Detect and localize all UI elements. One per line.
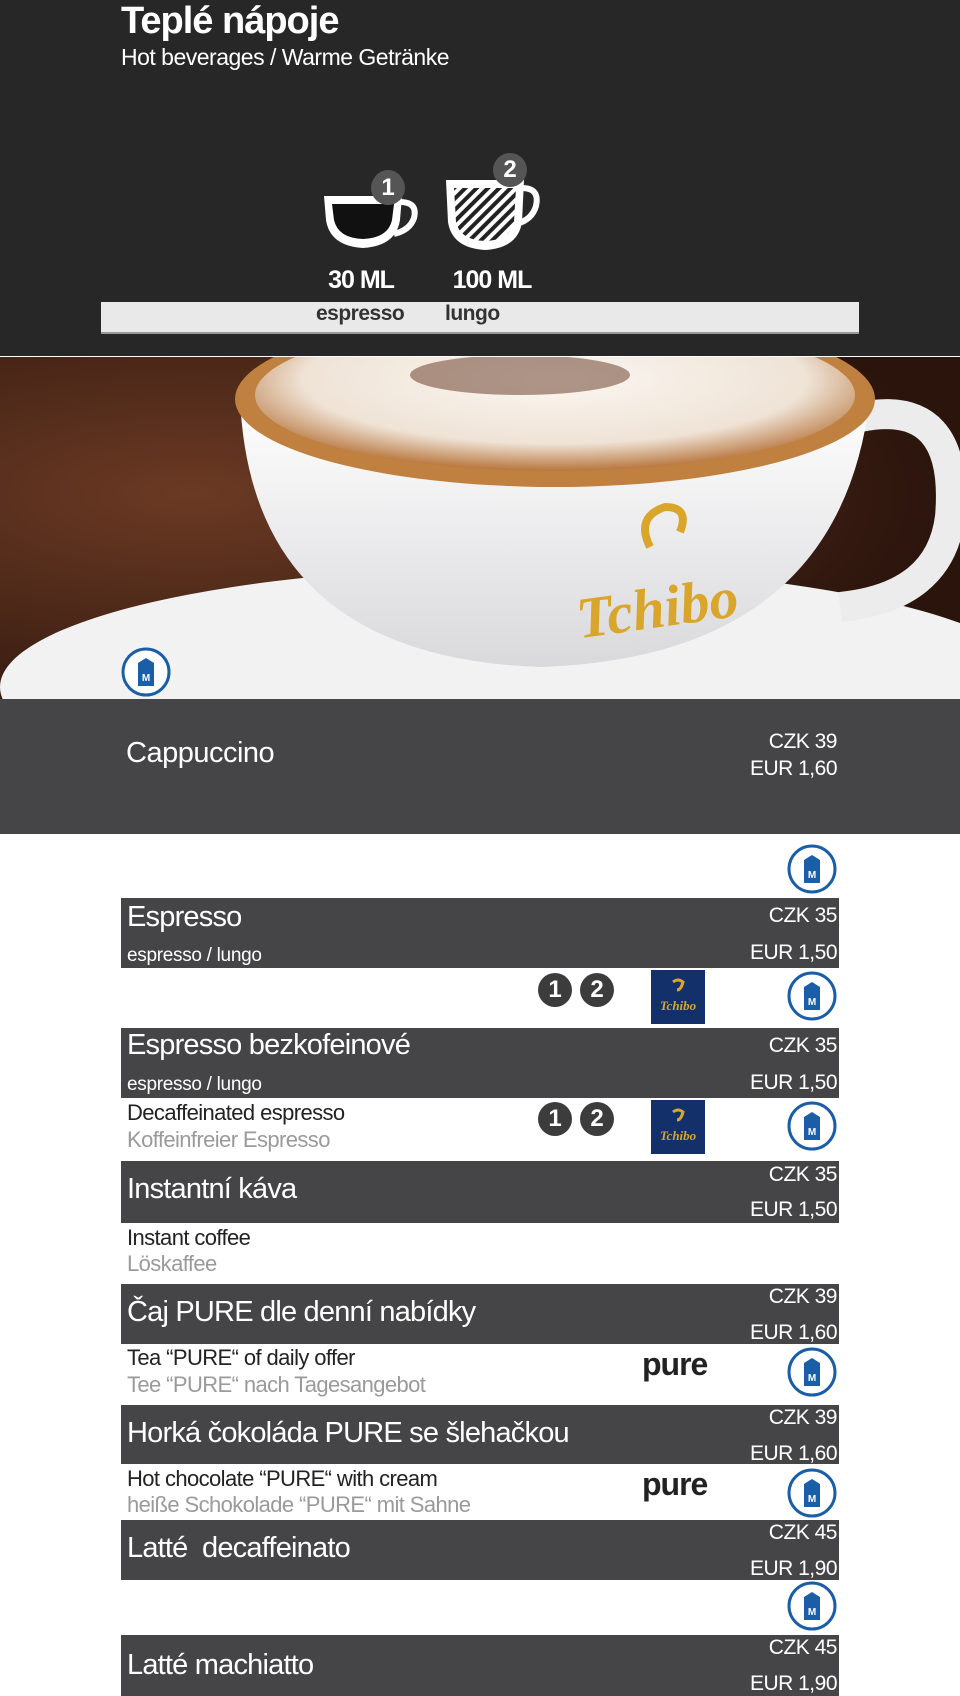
item-price-czk: CZK 35 bbox=[768, 904, 837, 927]
milk-icon bbox=[786, 1100, 838, 1152]
page-title: Teplé nápoje bbox=[121, 0, 339, 42]
svg-text:Tchibo: Tchibo bbox=[659, 1128, 697, 1143]
header bbox=[0, 0, 960, 356]
item-name-en: Hot chocolate “PURE“ with cream bbox=[127, 1466, 438, 1491]
cappuccino-photo bbox=[0, 357, 960, 699]
item-subtitle: espresso / lungo bbox=[127, 1074, 262, 1095]
size-badge-1: 1 bbox=[371, 171, 405, 205]
item-price-czk: CZK 45 bbox=[768, 1636, 837, 1659]
size-badge-2: 2 bbox=[493, 153, 527, 187]
item-name-de: Koffeinfreier Espresso bbox=[127, 1127, 330, 1152]
menu-item-latte-macchiato bbox=[121, 1635, 839, 1696]
menu-item-instant-coffee bbox=[121, 1161, 839, 1223]
lungo-cup-icon bbox=[442, 152, 542, 264]
item-name-de: heiße Schokolade “PURE“ mit Sahne bbox=[127, 1492, 471, 1517]
item-price-eur: EUR 1,60 bbox=[749, 1442, 837, 1465]
menu-item-latte-decaf bbox=[121, 1520, 839, 1580]
size-label-lungo: lungo bbox=[445, 302, 500, 325]
svg-text:M: M bbox=[807, 1494, 817, 1505]
menu-item-hot-chocolate bbox=[121, 1405, 839, 1464]
tchibo-cup-logo: Tchibo bbox=[572, 564, 743, 652]
item-price-eur: EUR 1,50 bbox=[749, 1198, 837, 1221]
item-name-en: Instant coffee bbox=[127, 1225, 251, 1250]
size-label-espresso: espresso bbox=[316, 302, 405, 325]
item-price-eur: EUR 1,50 bbox=[749, 1071, 837, 1094]
milk-icon bbox=[786, 1580, 838, 1632]
tchibo-logo-icon bbox=[651, 1100, 705, 1154]
item-price-czk: CZK 45 bbox=[768, 1521, 837, 1544]
milk-icon bbox=[786, 1346, 838, 1398]
svg-text:M: M bbox=[807, 870, 817, 881]
item-subtitle: espresso / lungo bbox=[127, 945, 262, 966]
svg-text:Tchibo: Tchibo bbox=[659, 998, 697, 1013]
size-1-icon: 1 bbox=[538, 1102, 572, 1136]
item-name: Espresso bbox=[127, 901, 242, 933]
item-price-czk: CZK 39 bbox=[768, 1285, 837, 1308]
size-volume-espresso: 30 ML bbox=[328, 266, 394, 294]
size-2-icon: 2 bbox=[580, 1102, 614, 1136]
featured-price-eur: EUR 1,60 bbox=[749, 757, 837, 780]
svg-text:M: M bbox=[141, 673, 151, 684]
featured-item-name: Cappuccino bbox=[126, 737, 275, 769]
item-price-eur: EUR 1,90 bbox=[749, 1557, 837, 1580]
item-price-eur: EUR 1,50 bbox=[749, 941, 837, 964]
item-name: Horká čokoláda PURE se šlehačkou bbox=[127, 1417, 569, 1449]
svg-text:M: M bbox=[807, 1373, 817, 1384]
pure-logo-icon: pure bbox=[642, 1346, 708, 1382]
milk-icon bbox=[786, 843, 838, 895]
item-name: Latté decaffeinato bbox=[127, 1532, 350, 1564]
espresso-cup-icon bbox=[320, 168, 420, 264]
item-name-de: Tee “PURE“ nach Tagesangebot bbox=[127, 1372, 426, 1397]
size-2-icon: 2 bbox=[580, 973, 614, 1007]
item-name: Espresso bezkofeinové bbox=[127, 1029, 411, 1061]
item-name-en: Tea “PURE“ of daily offer bbox=[127, 1345, 355, 1370]
item-name: Latté machiatto bbox=[127, 1649, 314, 1681]
svg-text:M: M bbox=[807, 1607, 817, 1618]
item-price-czk: CZK 35 bbox=[768, 1163, 837, 1186]
svg-text:M: M bbox=[807, 997, 817, 1008]
featured-item bbox=[0, 699, 960, 834]
milk-icon bbox=[786, 970, 838, 1022]
pure-logo-icon: pure bbox=[642, 1466, 708, 1502]
item-price-czk: CZK 39 bbox=[768, 1406, 837, 1429]
item-price-eur: EUR 1,90 bbox=[749, 1672, 837, 1695]
milk-icon bbox=[120, 646, 172, 698]
menu-item-espresso-decaf bbox=[121, 1028, 839, 1098]
item-name: Instantní káva bbox=[127, 1173, 297, 1205]
menu-item-espresso bbox=[121, 898, 839, 968]
item-name-en: Decaffeinated espresso bbox=[127, 1100, 345, 1125]
size-volume-lungo: 100 ML bbox=[452, 266, 532, 294]
svg-text:M: M bbox=[807, 1127, 817, 1138]
tchibo-logo-icon bbox=[651, 970, 705, 1024]
item-name-de: Löskaffee bbox=[127, 1251, 217, 1276]
item-name: Čaj PURE dle denní nabídky bbox=[127, 1296, 476, 1328]
page-subtitle: Hot beverages / Warme Getränke bbox=[121, 44, 450, 70]
item-price-eur: EUR 1,60 bbox=[749, 1321, 837, 1344]
item-price-czk: CZK 35 bbox=[768, 1034, 837, 1057]
featured-price-czk: CZK 39 bbox=[768, 730, 837, 753]
milk-icon bbox=[786, 1467, 838, 1519]
menu-item-tea-pure bbox=[121, 1284, 839, 1344]
size-1-icon: 1 bbox=[538, 973, 572, 1007]
